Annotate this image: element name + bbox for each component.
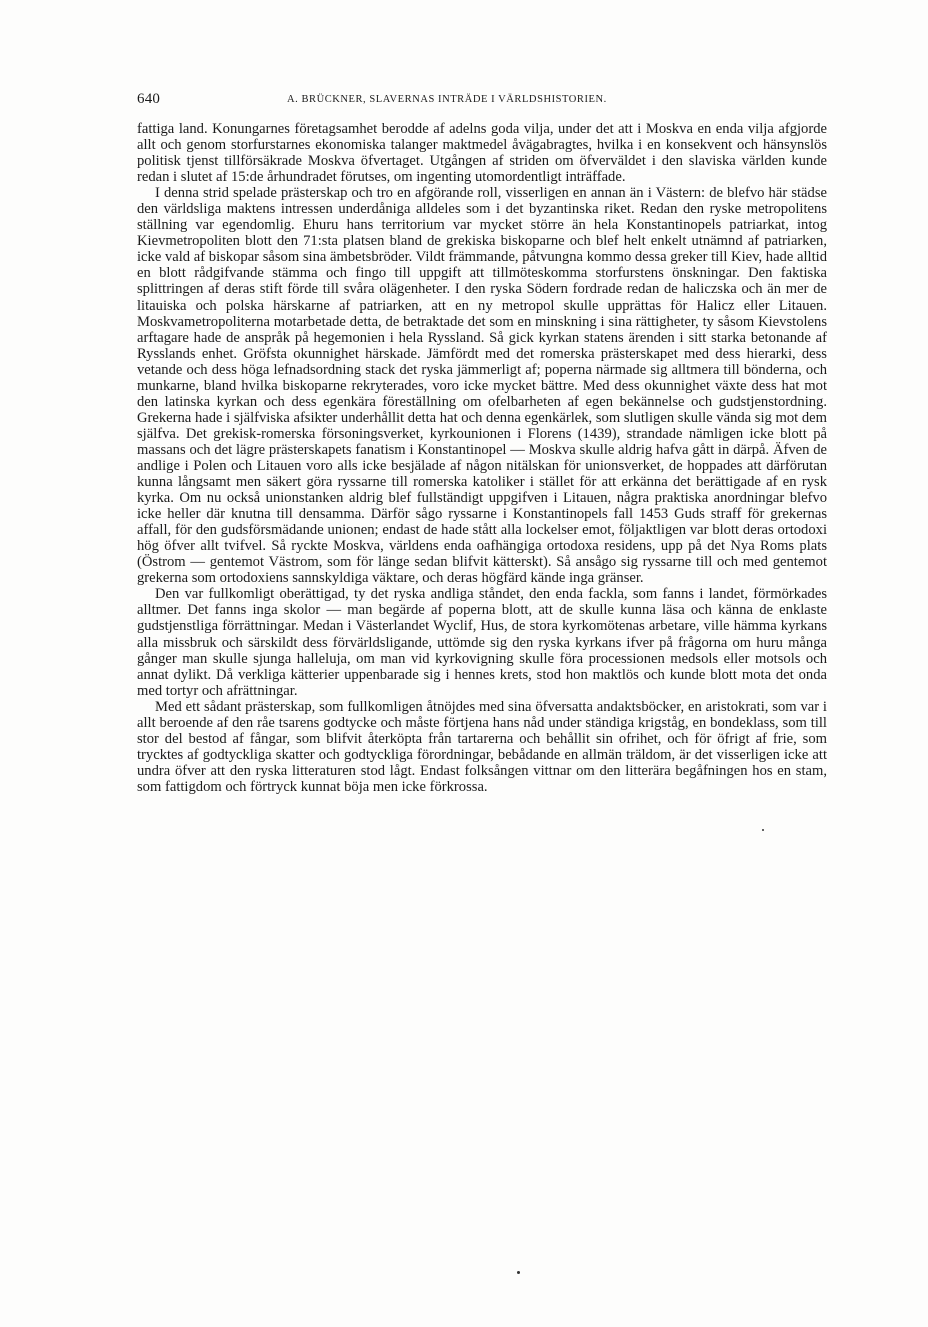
paragraph-1: fattiga land. Konungarnes företagsamhet berodde af adelns goda vilja, under det att i Moskva en enda vilja afgjorde allt och genom storfurstarnes ekonomiska talanger maktmedel åvägabragtes, hvilka i en konsekvent och hänsynslös politisk tjenst tillförsäkrade Moskva öfvertaget. Utgången af striden om öfverväldet i den slaviska världen kunde redan i slutet af 15:de århundradet förutses, om ingenting utomordentligt inträffade.	[137, 121, 827, 186]
paragraph-4: Med ett sådant prästerskap, som fullkomligen åtnöjdes med sina öfversatta andaktsböcker, en aristokrati, som var i allt beroende af den råe tsarens godtycke och måste förtjena hans nåd under ständiga krigståg, en bondeklass, som till stor del bestod af fångar, som blifvit återköpta från tartarerna och behållit sin ofrihet, och för öfrigt af frie, som trycktes af godtyckliga skatter och godtyckliga förordningar, bebådande en allmän träldom, är det visserligen icke att undra öfver att den ryska litteraturen stod lågt. Endast folksången vittnar om den litterära begåfningen hos en stam, som fattigdom och förtryck kunnat böja men icke förkrossa.	[137, 698, 827, 795]
running-head: A. BRÜCKNER, SLAVERNAS INTRÄDE I VÄRLDSHISTORIEN.	[287, 94, 607, 105]
paragraph-2: I denna strid spelade prästerskap och tro en afgörande roll, visserligen en annan än i Västern: de blefvo här städse den världsliga maktens intressen underdåniga alldeles som i det byzantinska riket. Redan den ryske metropolitens ställning var egendomlig. Ehuru hans territorium var mycket större än hela Konstantinopels patriarkat, intog Kievmetropoliten blott den 71:sta platsen bland de grekiska biskoparne och blef helt enkelt utnämnd af patriarken, icke vald af biskopar såsom sina ämbetsbröder. Vildt främmande, påtvungna kommo dessa greker till Kiev, hade alltid en blott rådgifvande stämma och fingo till uppgift att tillmöteskomma storfurstens önskningar. Den faktiska splittringen af deras stift förde till svåra olägenheter. I den ryska Södern fordrade redan de haliczska och än mer de litauiska och polska härskarne af patriarken, att en ny metropol skulle upprättas för Halicz eller Litauen. Moskvametropoliterna motarbetade detta, de betraktade det som en minskning i sina rättigheter, ty såsom Kievstolens arftagare hade de anspråk på hegemonien i hela Ryssland. Så gick kyrkan statens ärenden i sitt starka betonande af Rysslands enhet. Gröfsta okunnighet härskade. Jämfördt med det romerska prästerskapet med dess hierarki, dess vetande och dess höga lefnadsordning stack det ryska jämmerligt af; poperna närmade sig alltmera till bönderna, och munkarne, bland hvilka biskoparne rekryterades, voro icke mycket bättre. Med dess okunnighet växte dess hat mot den latinska kyrkan och dess egenkära föreställning om ofelbarheten af egen bekännelse och gudstjenstordning. Grekerna hade i själfviska afsikter underhållit detta hat och denna egenkärlek, som slutligen skulle vända sig mot dem själfva. Det grekisk-romerska försoningsverket, kyrkounionen i Florens (1439), strandade nämligen icke blott på massans och det lägre prästerskapets fanatism i Konstantinopel — Moskva skulle aldrig hafva gått in därpå. Äfven de andlige i Polen och Litauen voro alls icke besjälade af någon nitälskan för unionsverket, de hoppades att därförutan kunna långsamt men säkert göra ryssarne till romerska katoliker i stället för att erkänna det berättigade af en rysk kyrka. Om nu också unionstanken aldrig blef fullständigt uppgifven i Litauen, några praktiska anordningar blefvo icke heller där knutna till densamma. Därför sågo ryssarne i Konstantinopels fall 1453 Guds straff för grekernas affall, för den gudsförsmädande unionen; endast de hade stått alla lockelser emot, följaktligen var blott deras ortodoxi hög öfver allt tvifvel. Så ryckte Moskva, världens enda oafhängiga ortodoxa residens, upp på det Nya Roms plats (Östrom — gentemot Västrom, som för länge sedan blifvit kätterskt). Så ansågo sig ryssarne till och med gentemot grekerna som ortodoxiens sannskyldiga väktare, och deras högfärd kände inga gränser.	[137, 185, 827, 587]
print-speck	[762, 829, 764, 831]
paragraph-3: Den var fullkomligt oberättigad, ty det ryska andliga ståndet, den enda fackla, som fanns i landet, förmörkades alltmer. Det fanns inga skolor — man begärde af poperna blott, att de skulle kunna läsa och känna de enklaste gudstjenstliga förrättningar. Medan i Västerlandet Wyclif, Hus, de stora kyrkomötenas arbetare, ville hämma kyrkans alla missbruk och särskildt dess förvärldsligande, uttömde sig den ryska kyrkans ifver på frågorna om huru många gånger man skulle sjunga halleluja, om man vid kyrkovigning skulle föra processionen medsols eller motsols och annat dylikt. Då verkliga kätterier uppenbarade sig i hennes krets, stod hon maktlös och kunde blott mota det onda med tortyr och afrättningar.	[137, 586, 827, 699]
page-number: 640	[137, 91, 161, 107]
print-speck	[517, 1271, 520, 1274]
body-text	[137, 121, 827, 795]
page-header	[137, 91, 825, 111]
